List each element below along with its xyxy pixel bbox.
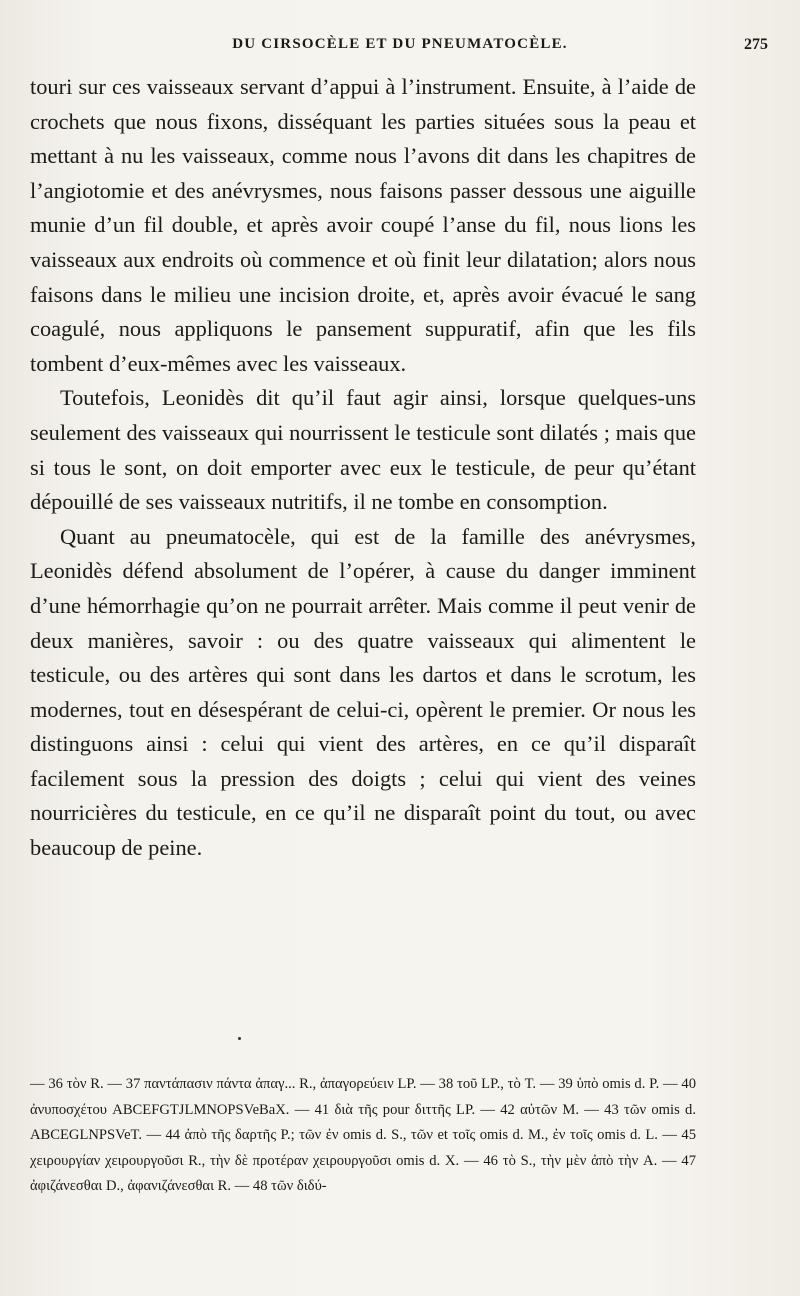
footnotes (30, 1072, 696, 1200)
running-head (30, 36, 770, 62)
paragraph-1: touri sur ces vaisseaux servant d’appui à l’instrument. Ensuite, à l’aide de crochets que nous fixons, disséquant les parties situées sous la peau et mettant à nu les vaisseaux, comme nous l’avons dit dans les chapitres de l’angiotomie et des anévrysmes, nous faisons passer dessous une aiguille munie d’un fil double, et après avoir coupé l’anse du fil, nous lions les vaisseaux aux endroits où commence et où finit leur dilatation; alors nous faisons dans le milieu une incision droite, et, après avoir évacué le sang coagulé, nous appliquons le pansement suppuratif, afin que les fils tombent d’eux-mêmes avec les vaisseaux. (30, 74, 696, 376)
running-title: DU CIRSOCÈLE ET DU PNEUMATOCÈLE. (232, 36, 568, 52)
paragraph-2: Toutefois, Leonidès dit qu’il faut agir ainsi, lorsque quelques-uns seulement des vaisseaux qui nourrissent le testicule sont dilatés ; mais que si tous le sont, on doit emporter avec eux le testicule, de peur qu’étant dépouillé de ses vaisseaux nutritifs, il ne tombe en consomption. (30, 385, 696, 515)
footnote-text: — 36 τὸν R. — 37 παντάπασιν πάντα ἀπαγ... R., ἀπαγορεύειν LP. — 38 τοῦ LP., τὸ T. — 39 ὑπὸ omis d. P. — 40 ἀνυποσχέτου ABCEFGTJLMNOPSVeBaX. — 41 διὰ τῆς pour διττῆς LP. — 42 αὐτῶν M. — 43 τῶν omis d. ABCEGLNPSVeT. — 44 ἀπὸ τῆς δαρτῆς P.; τῶν ἐν omis d. S., τῶν et τοῖς omis d. M., ἐν τοῖς omis d. L. — 45 χειρουργίαν χειρουργοῦσι R., τὴν δὲ προτέραν χειρουργοῦσι omis d. X. — 46 τὸ S., τὴν μὲν ἀπὸ τὴν A. — 47 ἀφιζάνεσθαι D., ἀφανιζάνεσθαι R. — 48 τῶν διδύ- (30, 1076, 696, 1195)
page-number: 275 (744, 36, 768, 53)
paragraph-3: Quant au pneumatocèle, qui est de la famille des anévrysmes, Leonidès défend absolument de l’opérer, à cause du danger imminent d’une hémorrhagie qu’on ne pourrait arrêter. Mais comme il peut venir de deux manières, savoir : ou des quatre vaisseaux qui alimentent le testicule, ou des artères qui sont dans les dartos et dans le scrotum, les modernes, tout en désespérant de celui-ci, opèrent le premier. Or nous les distinguons ainsi : celui qui vient des artères, en ce qu’il disparaît facilement sous la pression des doigts ; celui qui vient des veines nourricières du testicule, en ce qu’il ne disparaît point du tout, ou avec beaucoup de peine. (30, 523, 696, 861)
main-text (30, 70, 696, 866)
stray-dot (238, 1037, 241, 1040)
